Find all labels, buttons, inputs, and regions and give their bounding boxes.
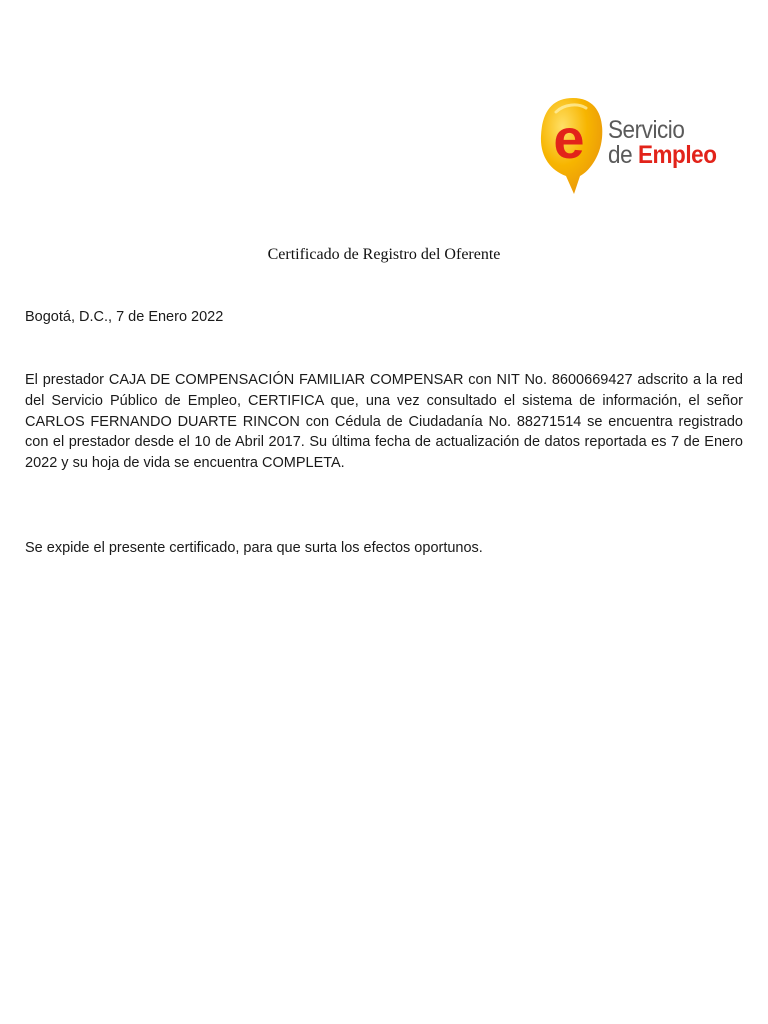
logo-line-de-empleo bbox=[608, 143, 717, 168]
servicio-de-empleo-logo bbox=[538, 94, 728, 200]
logo-de: de bbox=[608, 141, 638, 169]
logo-empleo: Empleo bbox=[637, 141, 717, 169]
document-title: Certificado de Registro del Oferente bbox=[267, 246, 501, 263]
certification-paragraph: El prestador CAJA DE COMPENSACIÓN FAMILIAR COMPENSAR con NIT No. 8600669427 adscrito a la red del Servicio Público de Empleo, CERTIFICA que, una vez consultado el sistema de información, el señor CARLOS FERNANDO DUARTE RINCON con Cédula de Ciudadanía No. 88271514 se encuentra registrado con el prestador desde el 10 de Abril 2017. Su última fecha de actualización de datos reportada es 7 de Enero 2022 y su hoja de vida se encuentra COMPLETA. bbox=[25, 372, 743, 472]
closing-statement: Se expide el presente certificado, para que surta los efectos oportunos. bbox=[25, 540, 483, 556]
logo-letter: e bbox=[553, 107, 585, 170]
date-line: Bogotá, D.C., 7 de Enero 2022 bbox=[25, 309, 224, 325]
logo-line-servicio: Servicio bbox=[608, 116, 685, 144]
logo-wordmark bbox=[608, 118, 729, 168]
speech-bubble-logo-icon bbox=[538, 94, 608, 200]
